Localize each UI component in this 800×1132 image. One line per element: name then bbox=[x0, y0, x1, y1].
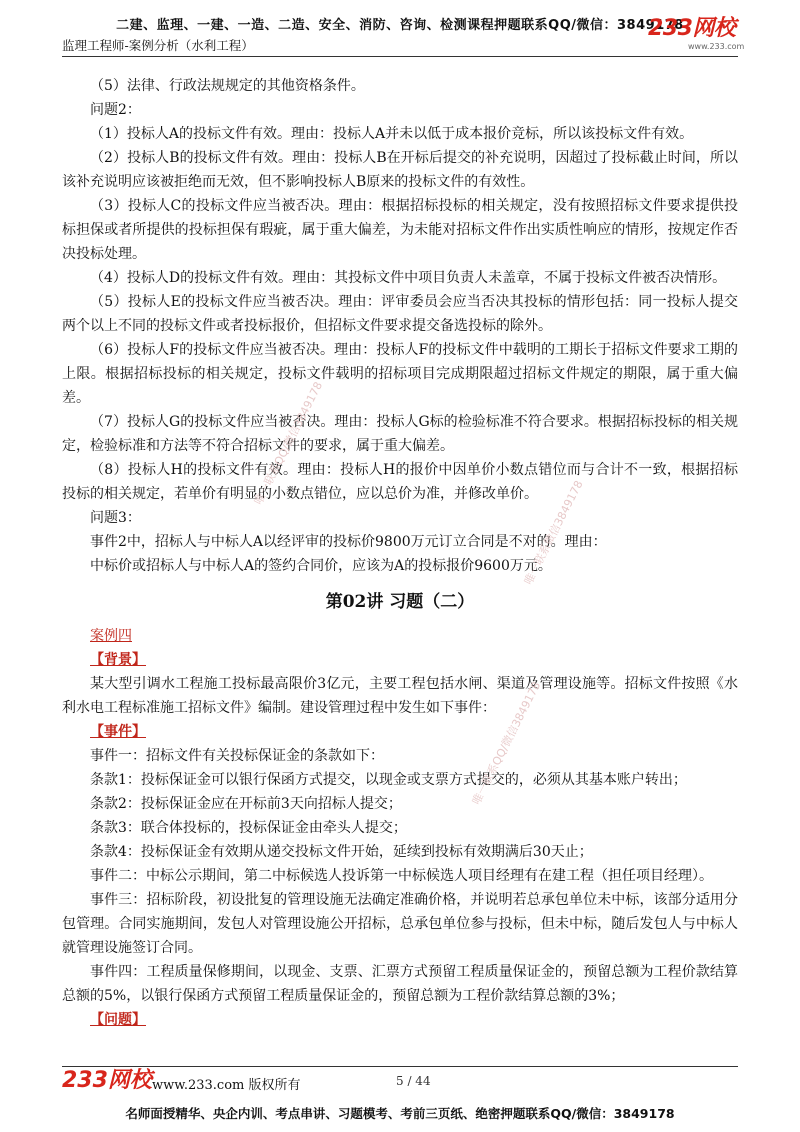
paragraph: （6）投标人F的投标文件应当被否决。理由：投标人F的投标文件中载明的工期长于招标文件要求工期的上限。根据招标投标的相关规定，投标文件载明的招标项目完成期限超过招标文件规定的期限，属于重大偏差。 bbox=[62, 342, 738, 406]
paragraph: 事件四：工程质量保修期间，以现金、支票、汇票方式预留工程质量保证金的，预留总额为工程价款结算总额的5%，以银行保函方式预留工程质量保证金的，预留总额为工程价款结算总额的3%； bbox=[62, 964, 738, 1004]
paragraph: （5）投标人E的投标文件应当被否决。理由：评审委员会应当否决其投标的情形包括：同一投标人提交两个以上不同的投标文件或者投标报价，但招标文件要求提交备选投标的除外。 bbox=[62, 294, 738, 334]
watermark: 唯一联系QQ/微信3849178 bbox=[469, 679, 544, 807]
paragraph: 事件一：招标文件有关投标保证金的条款如下： bbox=[90, 748, 384, 764]
paragraph: 中标价或招标人与中标人A的签约合同价，应该为A的投标报价9600万元。 bbox=[90, 558, 552, 574]
paragraph: （2）投标人B的投标文件有效。理由：投标人B在开标后提交的补充说明，因超过了投标截止时间，所以该补充说明应该被拒绝而无效，但不影响投标人B原来的投标文件的有效性。 bbox=[62, 150, 738, 190]
watermark: 唯一联系QQ/微信3849178 bbox=[251, 379, 326, 507]
paragraph: 事件三：招标阶段，初设批复的管理设施无法确定准确价格，并说明若总承包单位未中标，该部分适用分包管理。合同实施期间，发包人对管理设施公开招标，总承包单位参与投标，但未中标，随后发包人与中标人就管理设施签订合同。 bbox=[62, 892, 738, 956]
footer-rule bbox=[62, 1066, 738, 1067]
paragraph: （7）投标人G的投标文件应当被否决。理由：投标人G标的检验标准不符合要求。根据招标投标的相关规定，检验标准和方法等不符合招标文件的要求，属于重大偏差。 bbox=[62, 414, 738, 454]
header-subtitle: 监理工程师-案例分析（水利工程） bbox=[62, 38, 254, 53]
footer-copyright: www.233.com 版权所有 bbox=[152, 1078, 301, 1093]
tag-background: 【背景】 bbox=[90, 652, 146, 668]
footer-logo: 233网校 bbox=[62, 1068, 152, 1093]
paragraph: 条款1：投标保证金可以银行保函方式提交，以现金或支票方式提交的，必须从其基本账户转出； bbox=[90, 772, 687, 788]
page-number: 5 / 44 bbox=[396, 1074, 431, 1088]
brand-logo-url: www.233.com bbox=[688, 42, 745, 51]
paragraph: 事件2中，招标人与中标人A以经评审的投标价9800万元订立合同是不对的。理由： bbox=[90, 534, 607, 550]
paragraph: （1）投标人A的投标文件有效。理由：投标人A并未以低于成本报价竞标，所以该投标文件有效。 bbox=[90, 126, 694, 142]
case-title: 案例四 bbox=[90, 628, 132, 644]
paragraph: 问题2： bbox=[90, 102, 141, 118]
footer-banner: 名师面授精华、央企内训、考点串讲、习题模考、考前三页纸、绝密押题联系QQ/微信：3849178 bbox=[125, 1106, 675, 1121]
paragraph: （4）投标人D的投标文件有效。理由：其投标文件中项目负责人未盖章，不属于投标文件被否决情形。 bbox=[90, 270, 727, 286]
paragraph: 问题3： bbox=[90, 510, 141, 526]
paragraph: 某大型引调水工程施工投标最高限价3亿元，主要工程包括水闸、渠道及管理设施等。招标文件按照《水利水电工程标准施工招标文件》编制。建设管理过程中发生如下事件： bbox=[62, 676, 738, 716]
tag-questions: 【问题】 bbox=[90, 1012, 146, 1028]
paragraph: （5）法律、行政法规规定的其他资格条件。 bbox=[90, 78, 365, 94]
watermark: 唯一联系微信3849178 bbox=[521, 478, 586, 587]
tag-events: 【事件】 bbox=[90, 724, 146, 740]
answer-block bbox=[62, 74, 738, 578]
paragraph: （3）投标人C的投标文件应当被否决。理由：根据招标投标的相关规定，没有按照招标文件要求提供投标担保或者所提供的投标担保有瑕疵，属于重大偏差，为未能对招标文件作出实质性响应的情形，按规定作否决投标处理。 bbox=[62, 198, 738, 262]
paragraph: 条款4：投标保证金有效期从递交投标文件开始，延续到投标有效期满后30天止； bbox=[90, 844, 593, 860]
header-banner: 二建、监理、一建、一造、二造、安全、消防、咨询、检测课程押题联系QQ/微信：3849178 bbox=[116, 18, 684, 33]
paragraph: 条款3：联合体投标的，投标保证金由牵头人提交； bbox=[90, 820, 407, 836]
brand-logo: 233网校 bbox=[648, 16, 736, 41]
page-content bbox=[62, 74, 738, 1032]
paragraph: 事件二：中标公示期间，第二中标候选人投诉第一中标候选人项目经理有在建工程（担任项目经理）。 bbox=[90, 868, 713, 884]
section-title: 第02讲 习题（二） bbox=[325, 592, 475, 612]
header-rule bbox=[62, 56, 738, 57]
paragraph: （8）投标人H的投标文件有效。理由：投标人H的报价中因单价小数点错位而与合计不一致，根据招标投标的相关规定，若单价有明显的小数点错位，应以总价为准，并修改单价。 bbox=[62, 462, 738, 502]
paragraph: 条款2：投标保证金应在开标前3天向招标人提交； bbox=[90, 796, 402, 812]
